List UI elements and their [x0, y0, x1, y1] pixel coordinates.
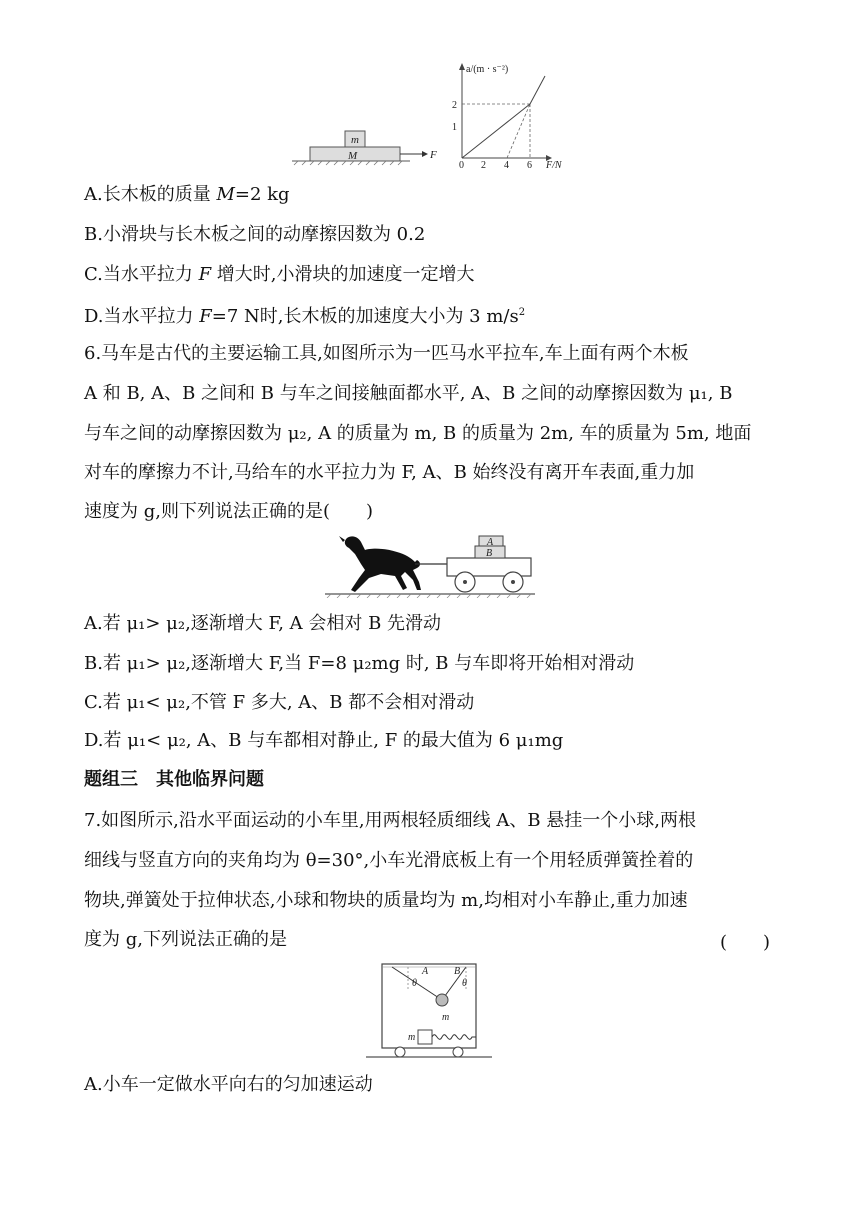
fig7-label-theta-right: θ	[462, 978, 467, 989]
fig7-label-B: B	[454, 966, 461, 977]
fig7-label-m-block: m	[408, 1032, 416, 1043]
q5-option-b: B.小滑块与长木板之间的动摩擦因数为 0.2	[84, 224, 426, 245]
q6-option-d: D.若 μ₁< μ₂, A、B 与车都相对静止, F 的最大值为 6 μ₁mg	[84, 730, 564, 751]
q7-line-4: 度为 g,下列说法正确的是	[84, 929, 287, 950]
q6-line-4: 对车的摩擦力不计,马给车的水平拉力为 F, A、B 始终没有离开车表面,重力加	[84, 462, 695, 483]
q5-option-d-var: F	[199, 306, 212, 327]
fig-label-m: m	[351, 134, 359, 146]
graph-y-label: a/(m · s⁻²)	[466, 64, 509, 75]
fig-label-M: M	[348, 150, 358, 162]
q6-line-1: 6.马车是古代的主要运输工具,如图所示为一匹马水平拉车,车上面有两个木板	[84, 343, 689, 364]
graph-y-tick-2: 2	[452, 100, 457, 111]
q5-option-a	[84, 183, 290, 207]
fig7-label-theta-left: θ	[412, 978, 417, 989]
q5-graph	[448, 58, 588, 170]
q5-blocks-figure	[290, 125, 450, 170]
q6-line-3: 与车之间的动摩擦因数为 μ₂, A 的质量为 m, B 的质量为 2m, 车的质量为 5m, 地面	[84, 423, 752, 444]
q5-option-c-var: F	[198, 264, 212, 285]
q6-option-b: B.若 μ₁> μ₂,逐渐增大 F,当 F=8 μ₂mg 时, B 与车即将开始相对滑动	[84, 653, 635, 674]
q5-option-a-pre: A.长木板的质量	[84, 184, 217, 205]
q6-horse-cart-figure	[325, 532, 535, 598]
q7-line-3: 物块,弹簧处于拉伸状态,小球和物块的质量均为 m,均相对小车静止,重力加速	[84, 890, 688, 911]
q5-option-d-post: =7 N时,长木板的加速度大小为 3 m/s	[211, 306, 519, 327]
graph-x-tick-4: 4	[504, 160, 509, 170]
graph-y-tick-1: 1	[452, 122, 457, 133]
q7-line-2: 细线与竖直方向的夹角均为 θ=30°,小车光滑底板上有一个用轻质弹簧拴着的	[84, 850, 694, 871]
fig7-label-A: A	[422, 966, 429, 977]
q5-option-c-post: 增大时,小滑块的加速度一定增大	[211, 264, 475, 285]
q7-option-a: A.小车一定做水平向右的匀加速运动	[84, 1074, 373, 1095]
graph-x-tick-0: 0	[459, 160, 464, 170]
horse-icon	[339, 536, 421, 592]
q5-option-a-var: M	[216, 184, 235, 205]
q5-option-c-pre: C.当水平拉力	[84, 264, 199, 285]
q5-option-a-post: =2 kg	[234, 184, 290, 205]
q7-answer-paren: ( )	[720, 932, 771, 953]
q6-line-2: A 和 B, A、B 之间和 B 与车之间接触面都水平, A、B 之间的动摩擦因数为 μ₁, B	[84, 383, 733, 404]
graph-x-label: F/N	[546, 160, 562, 170]
fig7-label-m-ball: m	[442, 1012, 450, 1023]
q6-option-a: A.若 μ₁> μ₂,逐渐增大 F, A 会相对 B 先滑动	[84, 613, 442, 634]
q5-option-d-pre: D.当水平拉力	[84, 306, 200, 327]
q5-option-c	[84, 263, 475, 287]
q6-line-5: 速度为 g,则下列说法正确的是( )	[84, 501, 374, 522]
graph-x-tick-6: 6	[527, 160, 532, 170]
q5-option-d-sup: 2	[518, 307, 526, 318]
q7-cart-figure	[364, 960, 494, 1060]
q7-line-1: 7.如图所示,沿水平面运动的小车里,用两根轻质细线 A、B 悬挂一个小球,两根	[84, 810, 697, 831]
q6-option-c: C.若 μ₁< μ₂,不管 F 多大, A、B 都不会相对滑动	[84, 692, 475, 713]
fig-label-B: B	[486, 548, 493, 559]
section-title: 题组三 其他临界问题	[84, 769, 264, 790]
fig-label-F: F	[430, 149, 437, 161]
graph-x-tick-2: 2	[481, 160, 486, 170]
q5-option-d	[84, 301, 525, 329]
fig-label-A: A	[487, 537, 494, 548]
